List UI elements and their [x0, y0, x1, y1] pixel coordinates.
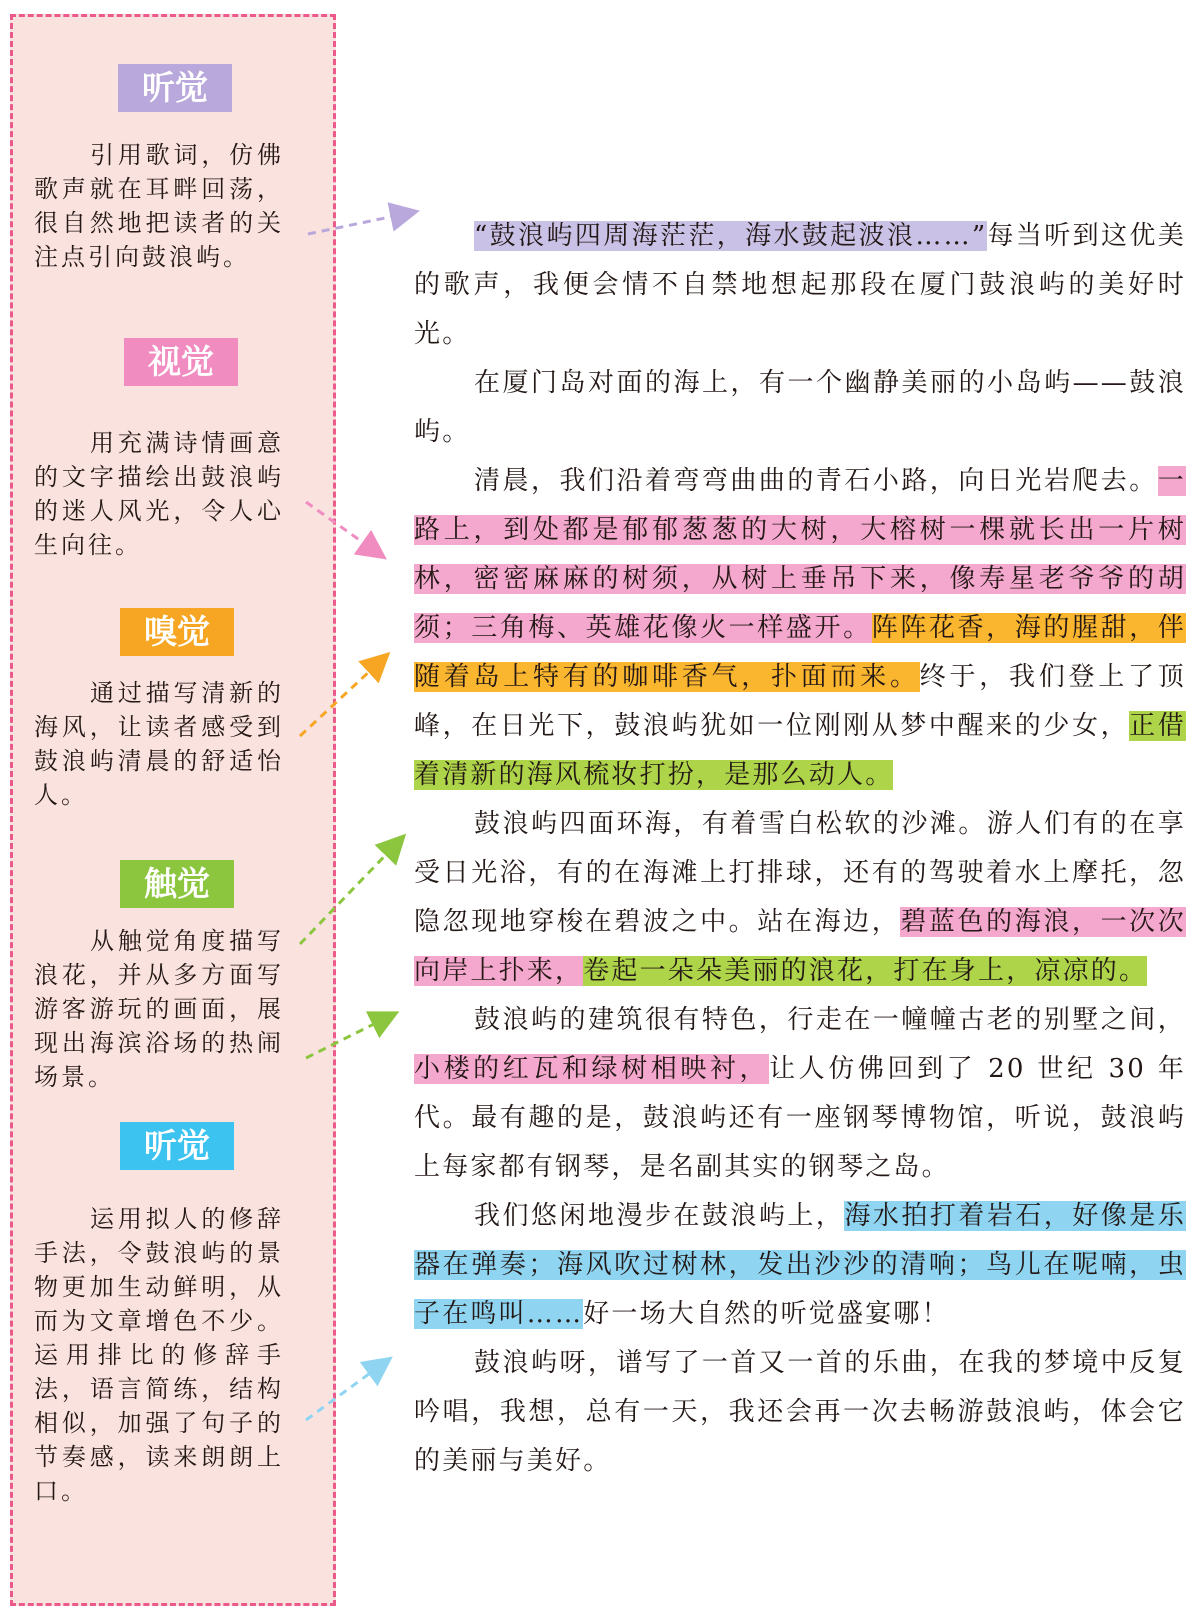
note-smell: 通过描写清新的海风，让读者感受到鼓浪屿清晨的舒适怡人。 — [34, 679, 284, 809]
note-vision: 用充满诗情画意的文字描绘出鼓浪屿的迷人风光，令人心生向往。 — [34, 429, 284, 559]
arrow-vision — [306, 502, 382, 556]
arrow-touch-1 — [300, 838, 402, 944]
highlight-waves: 碧蓝色的海浪，一次次向岸上扑来， — [414, 907, 1186, 986]
tag-vision: 视觉 — [124, 338, 238, 386]
paragraph-2: 在厦门岛对面的海上，有一个幽静美丽的小岛屿——鼓浪屿。 — [414, 368, 1186, 447]
essay-body — [414, 212, 1186, 1486]
arrow-hearing-1 — [308, 212, 414, 234]
paragraph-3: 清晨，我们沿着弯弯曲曲的青石小路，向日光岩爬去。一路上，到处都是郁郁葱葱的大树，大榕树一棵就长出一片树林，密密麻麻的树须，从树上垂吊下来，像寿星老爷爷的胡须；三角梅、英雄花像火一样盛开。阵阵花香，海的腥甜，伴随着岛上特有的咖啡香气，扑面而来。终于，我们登上了顶峰，在日光下，鼓浪屿犹如一位刚刚从梦中醒来的少女，正借着清新的海风梳妆打扮，是那么动人。 — [414, 466, 1187, 790]
highlight-sea-breeze: 正借着清新的海风梳妆打扮，是那么动人。 — [414, 711, 1186, 790]
highlight-sounds: 海水拍打着岩石，好像是乐器在弹奏；海风吹过树林，发出沙沙的清响；鸟儿在呢喃，虫子在鸣叫…… — [414, 1201, 1186, 1329]
paragraph-7: 鼓浪屿呀，谱写了一首又一首的乐曲，在我的梦境中反复吟唱，我想，总有一天，我还会再一次去畅游鼓浪屿，体会它的美丽与美好。 — [414, 1348, 1186, 1476]
paragraph-4: 鼓浪屿四面环海，有着雪白松软的沙滩。游人们有的在享受日光浴，有的在海滩上打排球，还有的驾驶着水上摩托，忽隐忽现地穿梭在碧波之中。站在海边，碧蓝色的海浪，一次次向岸上扑来，卷起一朵朵美丽的浪花，打在身上，凉凉的。 — [414, 809, 1186, 986]
paragraph-5: 鼓浪屿的建筑很有特色，行走在一幢幢古老的别墅之间，小楼的红瓦和绿树相映衬，让人仿佛回到了 20 世纪 30 年代。最有趣的是，鼓浪屿还有一座钢琴博物馆，听说，鼓浪屿上每家都有钢琴，是名副其实的钢琴之岛。 — [414, 1005, 1186, 1182]
highlight-architecture: 小楼的红瓦和绿树相映衬， — [414, 1054, 770, 1084]
highlight-lyrics: “鼓浪屿四周海茫茫，海水鼓起波浪……” — [474, 221, 988, 251]
highlight-smell: 阵阵花香，海的腥甜，伴随着岛上特有的咖啡香气，扑面而来。 — [414, 613, 1187, 692]
paragraph-1: “鼓浪屿四周海茫茫，海水鼓起波浪……”每当听到这优美的歌声，我便会情不自禁地想起那段在厦门鼓浪屿的美好时光。 — [414, 221, 1186, 349]
arrow-hearing-2 — [306, 1360, 388, 1420]
tag-touch: 触觉 — [120, 860, 234, 908]
tag-hearing-1: 听觉 — [118, 64, 232, 112]
arrow-touch-2 — [306, 1014, 394, 1058]
highlight-touch: 卷起一朵朵美丽的浪花，打在身上，凉凉的。 — [583, 956, 1148, 986]
tag-smell: 嗅觉 — [120, 608, 234, 656]
paragraph-6: 我们悠闲地漫步在鼓浪屿上，海水拍打着岩石，好像是乐器在弹奏；海风吹过树林，发出沙沙的清响；鸟儿在呢喃，虫子在鸣叫……好一场大自然的听觉盛宴哪！ — [414, 1201, 1186, 1329]
arrow-smell — [300, 656, 386, 736]
note-touch: 从触觉角度描写浪花，并从多方面写游客游玩的画面，展现出海滨浴场的热闹场景。 — [34, 927, 284, 1091]
note-hearing-1: 引用歌词，仿佛歌声就在耳畔回荡，很自然地把读者的关注点引向鼓浪屿。 — [34, 141, 284, 271]
note-hearing-2: 运用拟人的修辞手法，令鼓浪屿的景物更加生动鲜明，从而为文章增色不少。运用排比的修辞手法，语言简练，结构相似，加强了句子的节奏感，读来朗朗上口。 — [34, 1205, 284, 1505]
highlight-vision: 一路上，到处都是郁郁葱葱的大树，大榕树一棵就长出一片树林，密密麻麻的树须，从树上垂吊下来，像寿星老爷爷的胡须；三角梅、英雄花像火一样盛开。 — [414, 466, 1186, 643]
tag-hearing-2: 听觉 — [120, 1122, 234, 1170]
